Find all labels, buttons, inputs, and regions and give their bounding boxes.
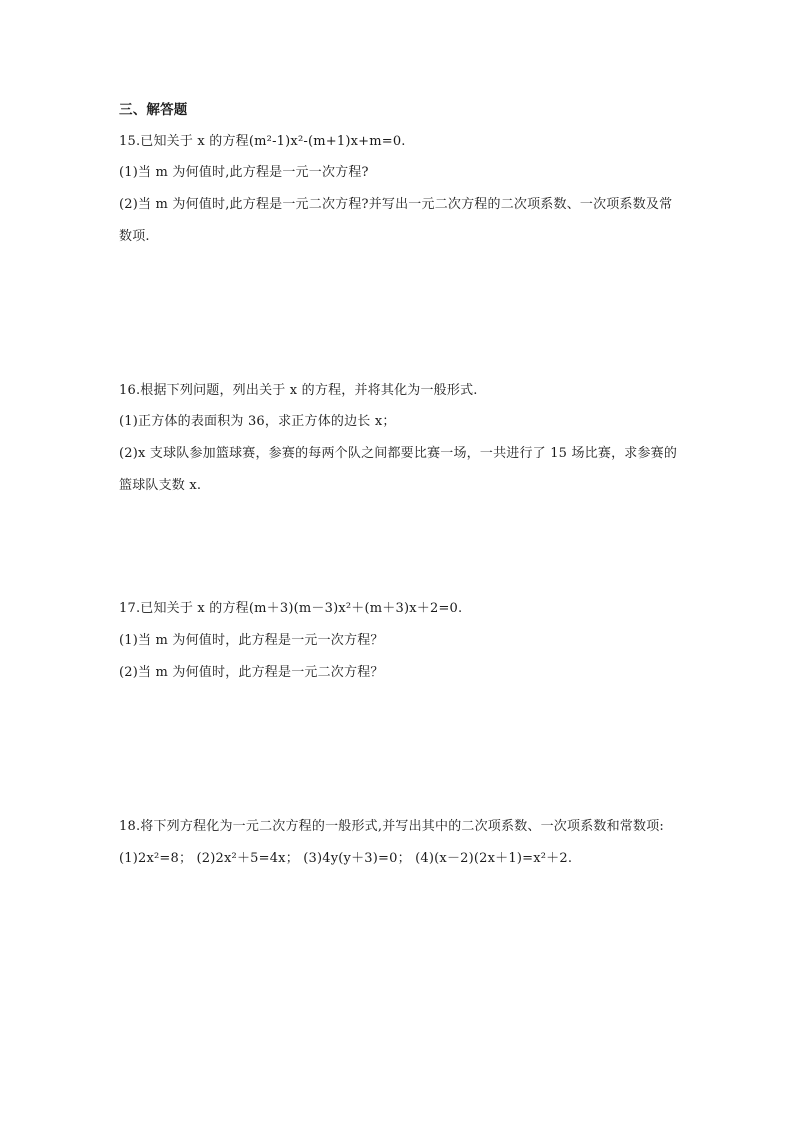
q16-part2-line1: (2)x 支球队参加篮球赛，参赛的每两个队之间都要比赛一场，一共进行了 15 场比赛，求参赛的 <box>119 446 678 461</box>
q16-part2-line2: 篮球队支数 x. <box>119 478 202 493</box>
q15-part2-line1: (2)当 m 为何值时,此方程是一元二次方程?并写出一元二次方程的二次项系数、一次项系数及常 <box>119 197 673 212</box>
section-title: 三、解答题 <box>119 102 188 118</box>
q17-stem: 17.已知关于 x 的方程(m＋3)(m－3)x²＋(m＋3)x＋2=0. <box>119 601 463 616</box>
q16-part1: (1)正方体的表面积为 36，求正方体的边长 x； <box>119 414 396 429</box>
q15-part2-line2: 数项. <box>119 229 150 244</box>
q15-stem: 15.已知关于 x 的方程(m²-1)x²-(m+1)x+m=0. <box>119 134 406 149</box>
q17-part1: (1)当 m 为何值时，此方程是一元一次方程？ <box>119 633 384 648</box>
q15-part1: (1)当 m 为何值时,此方程是一元一次方程? <box>119 165 369 180</box>
q17-part2: (2)当 m 为何值时，此方程是一元二次方程？ <box>119 665 384 680</box>
q18-stem: 18.将下列方程化为一元二次方程的一般形式,并写出其中的二次项系数、一次项系数和常数项: <box>119 819 664 834</box>
q16-stem: 16.根据下列问题，列出关于 x 的方程，并将其化为一般形式. <box>119 383 478 398</box>
q18-items: (1)2x²=8； (2)2x²＋5=4x； (3)4y(y＋3)=0； (4)(x－2)(2x＋1)=x²＋2. <box>119 851 573 866</box>
